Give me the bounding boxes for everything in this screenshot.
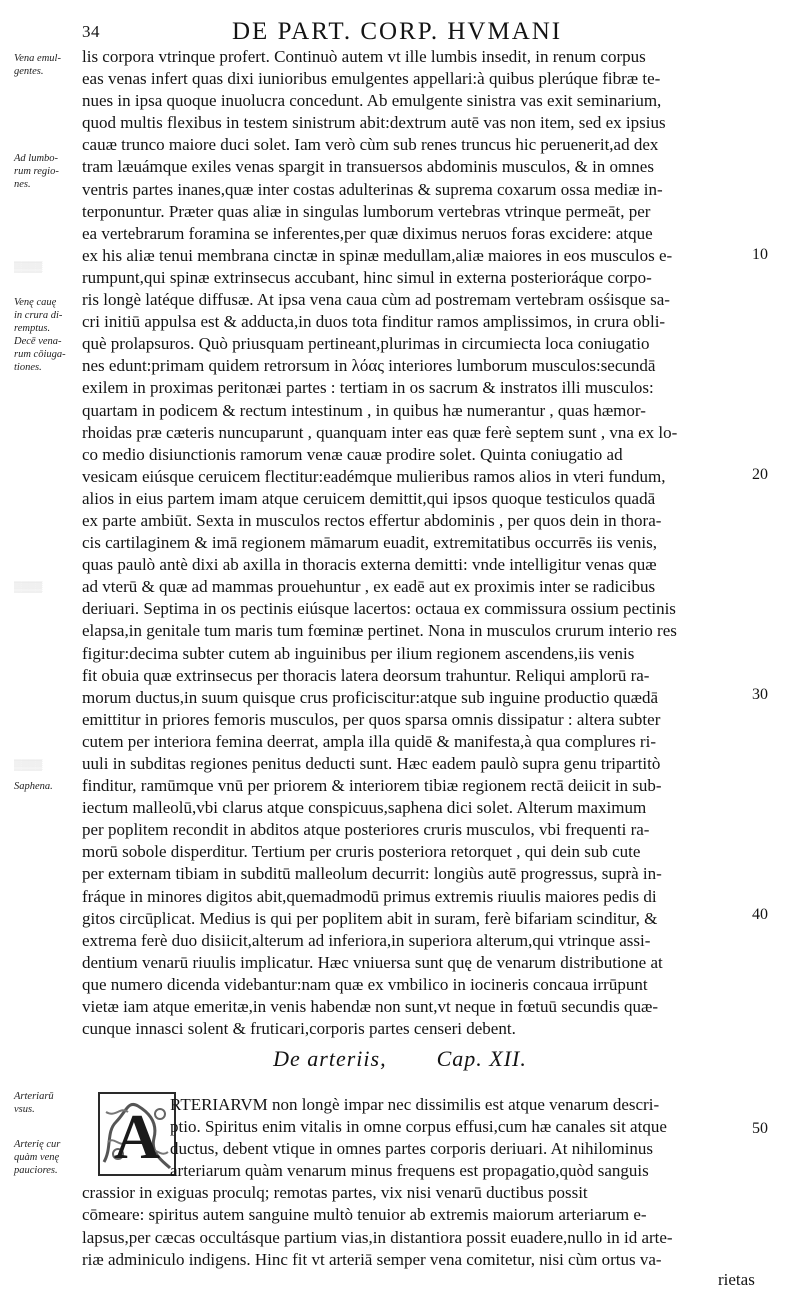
text-line: quas paulò antè dixi ab axilla in thoracis externa demitti: vnde intelligitur venas quæ [82,555,657,575]
initial-letter: A [113,1101,161,1172]
text-line: vietæ iam atque emeritæ,in venis habendæ non sunt,vt neque in fœtuū secundis quæ- [82,997,659,1017]
text-line: nes edunt:primam quidem retrorsum in λόας interiores lumborum musculos:secundā [82,356,656,376]
text-line: ex his aliæ tenui membrana cinctæ in spinæ medullam,aliæ maiores in eos musculos e- [82,245,673,265]
text-line: ventris partes inanes,quæ inter costas adulterinas & suprema coxarum ossa mediæ in- [82,179,663,199]
text-line: finditur, ramūmque vnū per priorem & interiorem tibiæ regionem rectā deiicit in sub- [82,776,662,796]
text-line: què prolapsuros. Quò priusquam pertineant,plurimas in circumiecta loca coniugatio [82,334,650,354]
text-line: cōmeare: spiritus autem sanguine multò tenuior ab extremis maiorum arteriarum e- [82,1205,647,1225]
text-line: riæ adminiculo indigens. Hinc fit vt arteriā semper vena comitetur, nisi cùm ortus va- [82,1249,662,1269]
margin-note-vena-emulgentes: Vena emul- gentes. [14,53,61,77]
text-line: quod multis flexibus in testem sinistrum abit:dextrum autē vas non item, sed ex ipsius [82,113,666,133]
text-line: cis cartilaginem & imā regionem māmarum euadit, extremitatibus occurrēs iis venis, [82,533,657,553]
margin-note-saphena: Saphena. [14,781,53,792]
line-number: 20 [752,466,768,483]
text-line: lapsus,per cæcas occultásque partium vias,in distantiora possit euadere,nullo in id arte- [82,1227,673,1247]
text-line: extrema ferè duo disiicit,alterum ad inferiora,in superiora alterum,qui vtrinque assi- [82,930,651,950]
text-line: alios in eius partem imam atque ceruicem demittit,qui ipsos quoque testiculos quadā [82,488,656,508]
text-line: morū sobole disperditur. Tertium per cruris posteriora retorquet , qui dein sub cute [82,842,641,862]
margin-note-vene-caue: Venę cauę in crura di- remptus. Decē vena- rum cōiuga- tiones. [14,297,66,373]
text-line: RTERIARVM non longè impar nec dissimilis est atque venarum descri- [170,1095,660,1114]
text-line: nues in ipsa quoque inuolucra concedunt. Ab emulgente sinistra vas exit seminarium, [82,91,662,111]
running-head: DE PART. CORP. HVMANI [232,18,563,45]
line-number: 40 [752,906,768,923]
text-line: uuli in subditas regiones penitus deducti sunt. Hæc eadem paulò supra genu tripartitò [82,754,661,773]
main-text-block [82,46,770,1040]
text-line: rumpunt,qui spinæ extrinsecus accubant, hinc simul in externa posterioráque corpo- [82,267,652,287]
text-line: ris longè latéque diffusæ. At ipsa vena caua cùm ad postremam vertebram osśisque sa- [82,290,670,310]
catchword: rietas [718,1270,755,1289]
text-line: arteriarum quàm venarum minus frequens est propagatio,quòd sanguis [170,1161,649,1181]
chapter-heading [0,1046,800,1072]
section-two-text [82,1094,770,1271]
line-number: 50 [752,1120,768,1137]
text-line: gitos circūplicat. Medius is qui per poplitem abit in suram, ferè bifariam scinditur, & [82,908,658,928]
text-line: que numero dicenda videbantur:nam quæ ex vmbilico in iocineris concaua irrūpunt [82,974,648,994]
text-line: per poplitem recondit in abditos atque posteriores cruris musculos, vbi frequenti ra- [82,820,650,840]
text-line: fráque in minores digitos abit,quemadmodū primus extremis riuulis maiores pedis di [82,886,657,906]
text-line: elapsa,in genitale tum maris tum fœminæ pertinet. Nona in musculos crurum interio res [82,621,677,641]
text-line: ex parte ambiūt. Sexta in musculos rectos effertur abdominis , per quos dein in thora- [82,510,662,530]
text-line: iectum malleolū,vbi clarus atque conspicuus,saphena dici solet. Alterum maximum [82,798,647,818]
text-line: cauæ trunco maiore duci solet. Iam verò cùm sub renes truncus hic peruenerit,ad dex [82,135,659,155]
text-line: ea vertebrarum foramina se inferentes,per quæ diximus neruos foras excidere: atque [82,223,653,243]
text-line: co medio disiunctionis ramorum venæ cauæ prodire solet. Quinta coniugatio ad [82,444,623,464]
text-line: morum ductus,in suum quisque crus proficiscitur:atque sub inguine productio quædā [82,687,659,707]
text-line: rhoidas præ cæteris nuncuparunt , quanquam inter eas quæ ferè septem sunt , vna ex lo- [82,422,678,442]
text-line: cutem per interiora femina deerrat, ampla illa quidē & manifesta,à qua complures ri- [82,731,656,751]
margin-note-arteriarum-vsus: Arteriarū vsus. [14,1091,54,1115]
text-line: ptio. Spiritus enim vitalis in omne corpus effusi,cum hæ canales sit atque [170,1117,667,1137]
bleed-through-mark: ▒▒▒▒ [14,582,43,593]
text-line: eas venas infert quas dixi iunioribus emulgentes appellari:à quibus plerúque fibræ te- [82,69,661,89]
text-line: ad vterū & quæ ad mammas prouehuntur , ex eadē aut ex proximis inter se radicibus [82,577,656,597]
text-line: ductus, debent vtique in omnes partes corporis deriuari. At nihilominus [170,1139,653,1159]
line-number: 10 [752,246,768,263]
margin-note-arterie-pauciores: Arterię cur quàm venę pauciores. [14,1139,61,1176]
text-line: tram læuámque exiles venas spargit in transuersos abdominis musculos, & in omnes [82,157,654,177]
text-line: cunque innasci solent & fruticari,corporis partes censeri debent. [82,1019,516,1039]
text-line: fit obuia quæ extrinsecus per thoracis latera deorsum trahuntur. Reliqui amplorū ra- [82,665,650,685]
bleed-through-mark: ▒▒▒▒ [14,262,43,273]
chapter-number: Cap. XII. [436,1046,527,1071]
text-line: figitur:decima subter cutem ab inguinibus per ilium regionem ascendens,iis venis [82,643,635,663]
text-line: terponuntur. Præter quas aliæ in singulas lumborum vertebras vtrinque permeāt, per [82,201,651,221]
text-line: per externam tibiam in subditū malleolum decurrit: longiùs autē progressus, suprà in- [82,864,662,884]
text-line: vesicam eiúsque ceruicem flectitur:eadémque mulieribus ramos alios in vteri fundum, [82,466,666,486]
chapter-title: De arteriis, [273,1046,387,1071]
line-number: 30 [752,686,768,703]
margin-note-lumborum-regiones: Ad lumbo- rum regio- nes. [14,153,59,190]
text-line: exilem in proximas peritonæi partes : tertiam in os sacrum & instratos illi musculos: [82,378,654,398]
text-line: emittitur in priores femoris musculos, per quos sparsa omnis dissipatur : altera subter [82,709,661,729]
bleed-through-mark: ▒▒▒▒ [14,760,43,771]
text-line: crassior in exiguas proculq; remotas partes, vix nisi venarū ductibus possit [82,1183,588,1203]
text-line: quartam in podicem & rectum intestinum , in quibus hæ numerantur , quas hæmor- [82,400,646,420]
text-line: dentium venarū riuulis implicatur. Hæc vniuersa sunt quę de venarum distributione at [82,952,663,972]
text-line: cri initiū appulsa est & adducta,in duos tota finditur ramos amplissimos, in crura obli- [82,312,666,332]
text-line: lis corpora vtrinque profert. Continuò autem vt ille lumbis insedit, in renum corpus [82,47,646,66]
page-number: 34 [82,22,100,41]
text-line: deriuari. Septima in os pectinis eiúsque lacertos: octaua ex commissura ossium pectinis [82,599,676,619]
